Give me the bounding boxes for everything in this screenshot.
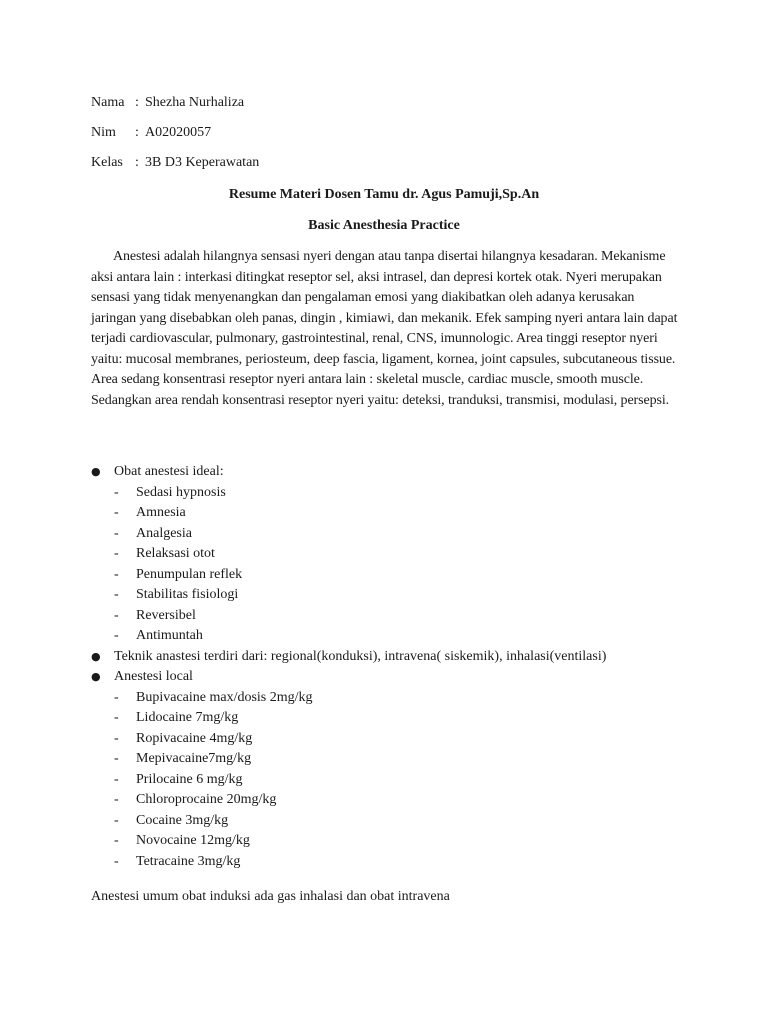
bullet-icon: ● <box>91 670 101 683</box>
dash-marker: - <box>114 792 119 807</box>
dash-item-text: Ropivacaine 4mg/kg <box>136 730 253 746</box>
bullet-icon: ● <box>91 465 101 478</box>
bullet-list <box>91 462 691 872</box>
dash-marker: - <box>114 607 119 623</box>
dash-list-item <box>91 729 691 750</box>
dash-marker: - <box>114 833 119 848</box>
field-separator: : <box>135 125 139 140</box>
dash-item-text: Cocaine 3mg/kg <box>136 812 229 828</box>
document-title: Resume Materi Dosen Tamu dr. Agus Pamuji,Sp.An <box>228 187 540 202</box>
dash-item-text: Relaksasi otot <box>136 546 215 561</box>
dash-list-item <box>91 749 691 770</box>
dash-list-item <box>91 544 691 565</box>
bullet-text: Teknik anastesi terdiri dari: regional(konduksi), intravena( siskemik), inhalasi(ventilasi) <box>114 648 607 664</box>
dash-item-text: Antimuntah <box>136 628 203 643</box>
dash-marker: - <box>114 546 119 561</box>
field-value: Shezha Nurhaliza <box>145 95 245 110</box>
dash-list-item <box>91 503 691 524</box>
bullet-icon: ● <box>91 649 101 663</box>
dash-list-item <box>91 585 691 606</box>
bullet-text: Anestesi local <box>114 669 193 684</box>
closing-sentence: Anestesi umum obat induksi ada gas inhalasi dan obat intravena <box>91 889 450 904</box>
dash-list-item <box>91 811 691 832</box>
field-label: Kelas <box>91 155 123 170</box>
dash-item-text: Chloroprocaine 20mg/kg <box>136 792 277 807</box>
dash-list-item <box>91 483 691 504</box>
dash-list-item <box>91 831 691 852</box>
dash-marker: - <box>114 505 119 520</box>
dash-item-text: Reversibel <box>136 607 196 623</box>
dash-list-item <box>91 708 691 729</box>
field-nama <box>91 93 244 113</box>
dash-marker: - <box>114 730 119 746</box>
dash-item-text: Stabilitas fisiologi <box>136 587 239 602</box>
dash-list-item <box>91 524 691 545</box>
body-paragraph: Anestesi adalah hilangnya sensasi nyeri dengan atau tanpa disertai hilangnya kesadaran. Mekanisme aksi antara lain : interkasi ditingkat reseptor sel, aksi intrasel, dan depresi kortek otak. Nyeri merupakan sensasi yang tidak menyenangkan dan pengalaman emosi yang diakibatkan oleh adanya kerusakan jaringan yang disebabkan oleh panas, dingin , kimiawi, dan mekanik. Efek samping nyeri antara lain dapat terjadi cardiovascular, pulmonary, gastrointestinal, renal, CNS, imunnologic. Area tinggi reseptor nyeri yaitu: mucosal membranes, periosteum, deep fascia, ligament, kornea, joint capsules, subcutaneous tissue. Area sedang konsentrasi reseptor nyeri antara lain : skeletal muscle, cardiac muscle, smooth muscle. Sedangkan area rendah konsentrasi reseptor nyeri yaitu: deteksi, tranduksi, transmisi, modulasi, persepsi. <box>91 249 678 408</box>
dash-marker: - <box>114 812 119 828</box>
dash-list-item <box>91 626 691 647</box>
bullet-item <box>91 667 691 688</box>
field-value: A02020057 <box>145 125 212 140</box>
dash-list-item <box>91 606 691 627</box>
dash-item-text: Tetracaine 3mg/kg <box>136 853 241 869</box>
dash-marker: - <box>114 628 119 643</box>
dash-item-text: Analgesia <box>136 525 192 541</box>
dash-item-text: Sedasi hypnosis <box>136 484 226 500</box>
dash-item-text: Lidocaine 7mg/kg <box>136 710 239 725</box>
field-nim <box>91 123 211 143</box>
dash-marker: - <box>114 710 119 725</box>
dash-marker: - <box>114 566 119 582</box>
dash-marker: - <box>114 484 119 500</box>
dash-marker: - <box>114 689 119 705</box>
field-separator: : <box>135 95 139 110</box>
field-kelas <box>91 153 259 173</box>
dash-item-text: Amnesia <box>136 505 186 520</box>
dash-marker: - <box>114 587 119 602</box>
bullet-text: Obat anestesi ideal: <box>114 464 224 479</box>
dash-list-item <box>91 790 691 811</box>
dash-list-item <box>91 688 691 709</box>
dash-item-text: Novocaine 12mg/kg <box>136 833 250 848</box>
dash-marker: - <box>114 525 119 541</box>
dash-item-text: Penumpulan reflek <box>136 566 243 582</box>
field-label: Nim <box>91 125 116 140</box>
dash-item-text: Mepivacaine7mg/kg <box>136 751 252 766</box>
field-label: Nama <box>91 95 125 110</box>
dash-marker: - <box>114 853 119 869</box>
field-value: 3B D3 Keperawatan <box>145 155 260 170</box>
dash-list-item <box>91 565 691 586</box>
dash-item-text: Bupivacaine max/dosis 2mg/kg <box>136 689 313 705</box>
document-subtitle: Basic Anesthesia Practice <box>308 218 460 233</box>
dash-list-item <box>91 852 691 873</box>
dash-list-item <box>91 770 691 791</box>
bullet-item <box>91 647 691 668</box>
dash-marker: - <box>114 771 119 787</box>
dash-marker: - <box>114 751 119 766</box>
dash-item-text: Prilocaine 6 mg/kg <box>136 771 243 787</box>
bullet-item <box>91 462 691 483</box>
field-separator: : <box>135 155 139 170</box>
